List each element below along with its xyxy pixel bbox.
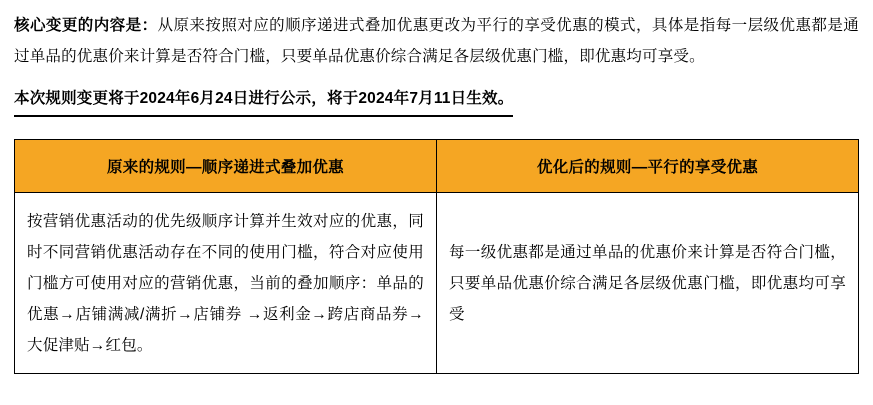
notice-line-wrap	[14, 78, 859, 117]
table-header-new-rule: 优化后的规则—平行的享受优惠	[437, 140, 859, 193]
effective-date-notice: 本次规则变更将于2024年6月24日进行公示，将于2024年7月11日生效。	[14, 84, 513, 117]
table-body	[15, 193, 859, 374]
table-cell-old-rule-detail: 按营销优惠活动的优先级顺序计算并生效对应的优惠，同时不同营销优惠活动存在不同的使用门槛，符合对应使用门槛方可使用对应的营销优惠，当前的叠加顺序：单品的优惠→店铺满减/满折→店铺券 →返利金→跨店商品券→ 大促津贴→红包。	[15, 193, 437, 374]
table-head	[15, 140, 859, 193]
rules-comparison-table	[14, 139, 859, 374]
table-header-old-rule: 原来的规则—顺序递进式叠加优惠	[15, 140, 437, 193]
table-row	[15, 193, 859, 374]
table-header-row	[15, 140, 859, 193]
intro-paragraph-lead: 核心变更的内容是：	[14, 17, 158, 34]
intro-paragraph	[14, 10, 859, 72]
intro-paragraph-body: 从原来按照对应的顺序递进式叠加优惠更改为平行的享受优惠的模式，具体是指每一层级优惠都是通过单品的优惠价来计算是否符合门槛，只要单品优惠价综合满足各层级优惠门槛，即优惠均可享受。	[14, 17, 859, 65]
rules-comparison-table-wrap	[14, 139, 859, 374]
table-cell-new-rule-detail: 每一级优惠都是通过单品的优惠价来计算是否符合门槛，只要单品优惠价综合满足各层级优惠门槛，即优惠均可享受	[437, 193, 859, 374]
